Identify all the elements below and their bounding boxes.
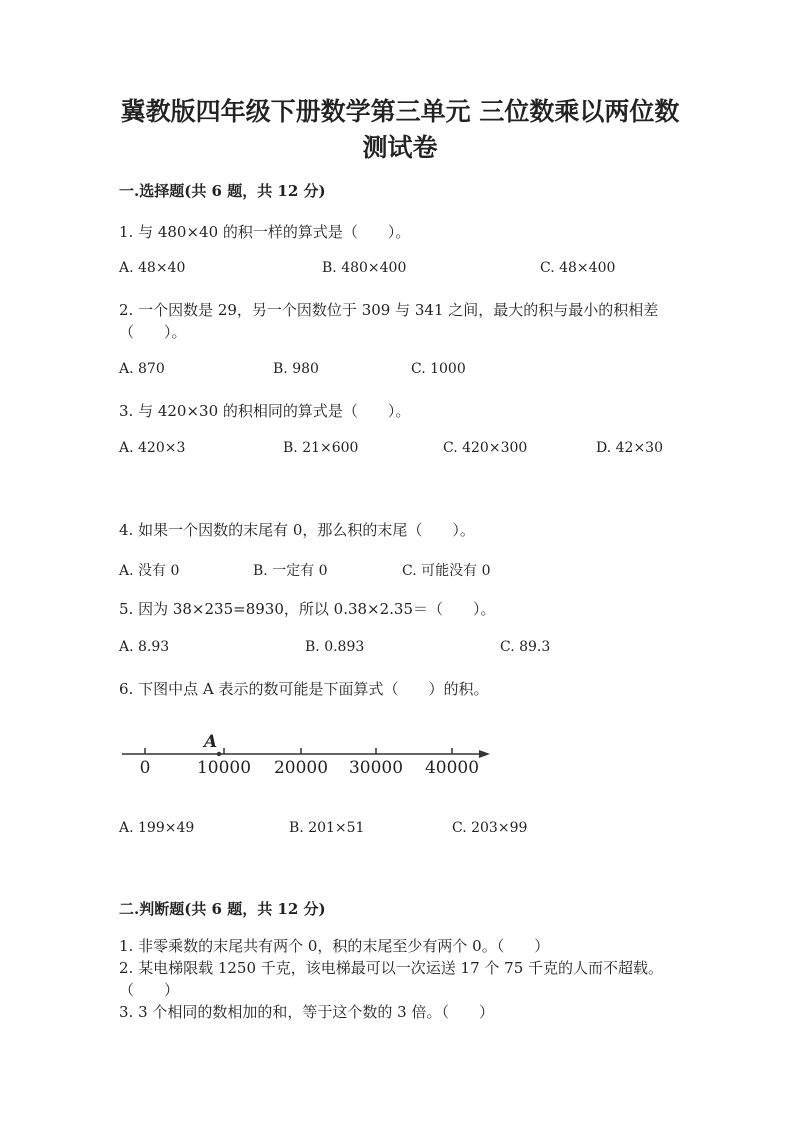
question-3-option-c: C. 420×300	[443, 440, 528, 456]
question-1-option-b: B. 480×400	[322, 260, 407, 276]
tick-label-0: 0	[139, 758, 151, 778]
question-1-stem: 1. 与 480×40 的积一样的算式是（ ）。	[119, 223, 411, 241]
question-3-option-b: B. 21×600	[283, 440, 359, 456]
tick-label-10000: 10000	[196, 758, 252, 778]
question-4-option-c: C. 可能没有 0	[402, 563, 491, 579]
question-2-option-a: A. 870	[119, 361, 165, 377]
tick-label-30000: 30000	[348, 758, 404, 778]
point-a-label: A	[204, 732, 218, 752]
question-2-option-c: C. 1000	[411, 361, 466, 377]
title-line-1: 冀教版四年级下册数学第三单元 三位数乘以两位数	[120, 97, 680, 126]
arrow-head-icon	[479, 750, 490, 758]
judgment-3: 3. 3 个相同的数相加的和，等于这个数的 3 倍。（ ）	[119, 1003, 494, 1021]
question-6-stem: 6. 下图中点 A 表示的数可能是下面算式（ ）的积。	[119, 680, 489, 698]
tick-label-20000: 20000	[273, 758, 329, 778]
question-5-option-c: C. 89.3	[500, 639, 551, 655]
question-5-option-b: B. 0.893	[305, 639, 365, 655]
question-3-stem: 3. 与 420×30 的积相同的算式是（ ）。	[119, 402, 411, 420]
question-6-option-a: A. 199×49	[119, 820, 195, 836]
section-2-heading: 二.判断题(共 6 题，共 12 分)	[119, 900, 326, 918]
question-2-option-b: B. 980	[273, 361, 319, 377]
question-5-stem: 5. 因为 38×235=8930，所以 0.38×2.35＝（ ）。	[119, 600, 496, 618]
section-1-heading: 一.选择题(共 6 题，共 12 分)	[119, 182, 326, 200]
question-6-option-c: C. 203×99	[452, 820, 528, 836]
point-a-dot	[217, 752, 221, 756]
question-2-stem-line-2: （ ）。	[119, 323, 187, 341]
question-2-stem-line-1: 2. 一个因数是 29，另一个因数位于 309 与 341 之间，最大的积与最小的积相差	[119, 301, 659, 319]
question-1-option-a: A. 48×40	[119, 260, 186, 276]
judgment-1: 1. 非零乘数的末尾共有两个 0，积的末尾至少有两个 0。（ ）	[119, 937, 550, 955]
title-line-2: 测试卷	[362, 133, 438, 162]
judgment-2-line-1: 2. 某电梯限载 1250 千克，该电梯最可以一次运送 17 个 75 千克的人而不超载。	[119, 959, 664, 977]
question-3-option-a: A. 420×3	[119, 440, 186, 456]
question-5-option-a: A. 8.93	[119, 639, 170, 655]
question-4-stem: 4. 如果一个因数的末尾有 0，那么积的末尾（ ）。	[119, 521, 475, 539]
question-1-option-c: C. 48×400	[540, 260, 616, 276]
question-3-option-d: D. 42×30	[596, 440, 663, 456]
tick-label-40000: 40000	[424, 758, 480, 778]
number-line-figure	[118, 726, 498, 786]
question-4-option-a: A. 没有 0	[119, 563, 180, 579]
question-6-option-b: B. 201×51	[289, 820, 365, 836]
judgment-2-line-2: （ ）	[119, 981, 180, 999]
question-4-option-b: B. 一定有 0	[253, 563, 328, 579]
